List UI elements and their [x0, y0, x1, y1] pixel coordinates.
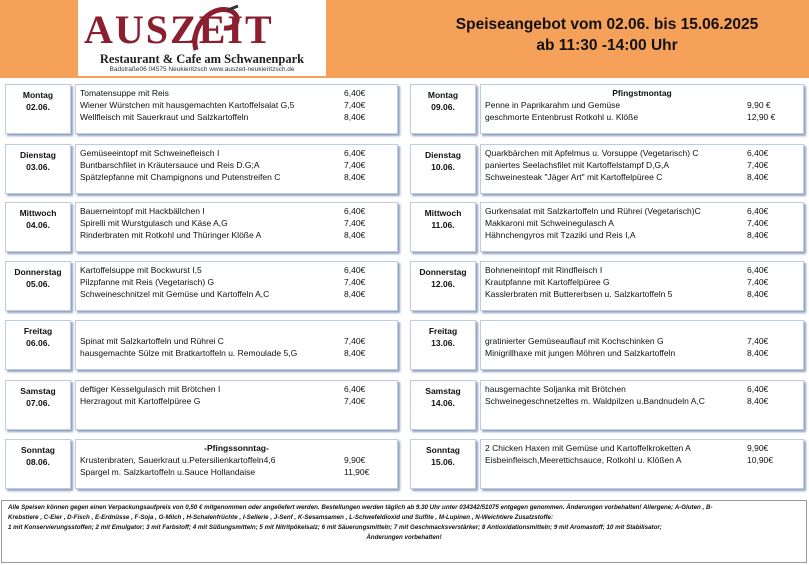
day-date: 13.06.	[431, 338, 455, 348]
dish-price: 6,40€	[747, 148, 769, 158]
day-date: 07.06.	[26, 398, 50, 408]
menu-box	[480, 439, 804, 489]
day-date: 14.06.	[431, 398, 455, 408]
day-date: 06.06.	[26, 338, 50, 348]
dish-name: Krustenbraten, Sauerkraut u.Petersilienkartoffeln4,6	[80, 455, 276, 465]
dish-row	[481, 205, 803, 217]
menu-box	[75, 84, 398, 134]
title-line-1: Speiseangebot vom 02.06. bis 15.06.2025	[455, 16, 759, 33]
dish-name: Makkaroni mit Schweinegulasch A	[485, 218, 614, 228]
dish-name: Gemüseeintopf mit Schweinefleisch I	[80, 148, 220, 158]
day-label	[5, 84, 71, 134]
dish-price: 8,40€	[344, 230, 366, 240]
dish-name: Tomatensuppe mit Reis	[80, 88, 169, 98]
menu-box	[75, 144, 398, 194]
dish-row	[76, 205, 397, 217]
dish-row	[481, 159, 803, 171]
dish-price: 6,40€	[344, 265, 366, 275]
dish-name: Hähnchengyros mit Tzaziki und Reis I,A	[485, 230, 636, 240]
menu-box	[75, 261, 398, 311]
day-label	[5, 439, 71, 489]
footer-line: Änderungen vorbehalten!	[366, 534, 442, 541]
dish-row	[481, 288, 803, 300]
day-label	[5, 261, 71, 311]
dish-row	[76, 111, 397, 123]
footer-line: Krebstiere , C-Eier , D-Fisch , E-Erdnüsse , F-Soja , G-Milch , H-Schalenfrüchte , I-Sellerie , J-Senf , K-Sesamsamen , L-Schwefeldioxid und Sulfite , M-Lupinen , N-Weichtiere Zusatzstoffe:	[8, 514, 554, 521]
dish-price: 8,40€	[344, 348, 366, 358]
day-label	[410, 380, 476, 430]
menu-box	[480, 261, 804, 311]
dish-name: Herzragout mit Kartoffelpüree G	[80, 396, 201, 406]
day-label	[5, 380, 71, 430]
dish-row	[76, 395, 397, 407]
day-date: 04.06.	[26, 220, 50, 230]
day-label	[5, 202, 71, 252]
menu-box	[480, 380, 804, 430]
dish-row	[481, 395, 803, 407]
footer-notice	[1, 500, 807, 563]
dish-row	[76, 264, 397, 276]
day-label	[410, 439, 476, 489]
menu-box	[75, 320, 398, 370]
dish-row	[76, 323, 397, 335]
day-label	[410, 261, 476, 311]
day-name: Samstag	[20, 386, 56, 396]
dish-price: 6,40€	[747, 206, 769, 216]
brand-address: Badstraße06 04575 Neukieritzsch www.auszeit-neukieritzsch.de	[109, 66, 295, 73]
dish-price: 8,40€	[747, 396, 769, 406]
dish-name: 2 Chicken Haxen mit Gemüse und Kartoffelkroketten A	[485, 443, 691, 453]
dish-name: Eisbeinfleisch,Meerettichsauce, Rotkohl u. Klößen A	[485, 455, 682, 465]
day-name: Freitag	[23, 326, 53, 336]
day-date: 10.06.	[431, 162, 455, 172]
dish-row	[76, 276, 397, 288]
header-bar	[0, 0, 809, 78]
dish-row	[481, 442, 803, 454]
dish-price: 8,40€	[747, 289, 769, 299]
dish-price: 7,40€	[344, 396, 366, 406]
dish-price: 7,40€	[344, 277, 366, 287]
dish-row	[481, 347, 803, 359]
restaurant-logo	[78, 0, 326, 76]
dish-price: 7,40€	[747, 277, 769, 287]
dish-name: Rinderbraten mit Rotkohl und Thüringer Klöße A	[80, 230, 262, 240]
dish-row	[76, 171, 397, 183]
dish-price: 8,40€	[747, 172, 769, 182]
dish-name: paniertes Seelachsfilet mit Kartoffelstampf D,G,A	[485, 160, 670, 170]
dish-row	[481, 323, 803, 335]
day-name: Dienstag	[425, 150, 461, 160]
menu-box	[480, 144, 804, 194]
dish-price: 7,40€	[344, 100, 366, 110]
dish-name: Kartoffelsuppe mit Bockwurst I,5	[80, 265, 202, 275]
dish-price: 6,40€	[344, 88, 366, 98]
dish-name: Penne in Paprikarahm und Gemüse	[485, 100, 621, 110]
day-name: Mittwoch	[424, 208, 462, 218]
day-label	[410, 202, 476, 252]
menu-box	[75, 380, 398, 430]
dish-name: Wiener Würstchen mit hausgemachten Kartoffelsalat G,5	[80, 100, 295, 110]
day-date: 02.06.	[26, 102, 50, 112]
dish-price: 7,40€	[344, 218, 366, 228]
day-label	[410, 144, 476, 194]
dish-row	[481, 264, 803, 276]
dish-price: 7,40€	[747, 218, 769, 228]
dish-row	[481, 383, 803, 395]
day-name: Donnerstag	[14, 267, 62, 277]
dish-price: 6,40€	[344, 148, 366, 158]
day-name: Montag	[22, 90, 54, 100]
dish-row	[76, 335, 397, 347]
dish-name: Schweinesteak "Jäger Art" mit Kartoffelpüree C	[485, 172, 663, 182]
footer-line: 1 mit Konservierungsstoffen; 2 mit Emulgator; 3 mit Farbstoff; 4 mit Süßungsmitteln; 5 mit Nitritpökelsalz; 6 mit Säuerungsmitteln; 7 mit Geschmacksverstärker; 8 Antioxidationsmitteln; 9 mit Aromastoff; 10 mit Stabilisator;	[8, 524, 662, 531]
dish-price: 12,90 €	[747, 112, 776, 122]
dish-row	[481, 111, 803, 123]
day-date: 11.06.	[431, 220, 455, 230]
dish-row	[76, 383, 397, 395]
dish-price: 8,40€	[747, 230, 769, 240]
dish-row	[481, 99, 803, 111]
dish-price: 11,90€	[344, 467, 370, 477]
dish-price: 8,40€	[747, 348, 769, 358]
day-name: Freitag	[428, 326, 458, 336]
dish-name: Wellfleisch mit Sauerkraut und Salzkartoffeln	[80, 112, 249, 122]
menu-box	[480, 320, 804, 370]
dish-price: 9,90 €	[747, 100, 771, 110]
menu-box	[480, 202, 804, 252]
dish-name: Schweineschnitzel mit Gemüse und Kartoffeln A,C	[80, 289, 270, 299]
dish-name: Gurkensalat mit Salzkartoffeln und Rührei (Vegetarisch)C	[485, 206, 701, 216]
menu-box	[75, 202, 398, 252]
dish-name: Bauerneintopf mit Hackbällchen I	[80, 206, 205, 216]
day-label	[410, 320, 476, 370]
dish-name: Bohneneintopf mit Rindfleisch I	[485, 265, 603, 275]
dish-price: 7,40€	[747, 336, 769, 346]
day-date: 12.06.	[431, 279, 455, 289]
dish-price: 8,40€	[344, 172, 366, 182]
menu-box	[75, 439, 398, 489]
dish-price: 6,40€	[344, 384, 366, 394]
dish-row	[76, 147, 397, 159]
dish-name: Pilzpfanne mit Reis (Vegetarisch) G	[80, 277, 215, 287]
dish-row	[481, 217, 803, 229]
day-name: Samstag	[425, 386, 461, 396]
dish-row	[481, 229, 803, 241]
day-name: Montag	[427, 90, 459, 100]
dish-price: 9,90€	[344, 455, 366, 465]
day-date: 05.06.	[26, 279, 50, 289]
menu-box	[480, 84, 804, 134]
page-title	[405, 14, 809, 56]
day-label	[410, 84, 476, 134]
day-date: 15.06.	[431, 457, 455, 467]
dish-name: geschmorte Entenbrust Rotkohl u. Klöße	[485, 112, 639, 122]
day-name: Donnerstag	[419, 267, 467, 277]
dish-name: Spätzlepfanne mit Champignons und Putenstreifen C	[80, 172, 281, 182]
dish-row	[76, 347, 397, 359]
dish-row	[76, 217, 397, 229]
dish-price: 7,40€	[344, 160, 366, 170]
dish-price: 6,40€	[747, 384, 769, 394]
dish-row	[76, 407, 397, 419]
dish-price: 10,90€	[747, 455, 773, 465]
dish-name: Minigrillhaxe mit jungen Möhren und Salzkartoffeln	[485, 348, 676, 358]
dish-name: Kasslerbraten mit Buttererbsen u. Salzkartoffeln 5	[485, 289, 673, 299]
day-name: Sonntag	[426, 445, 460, 455]
dish-row	[76, 87, 397, 99]
brand-subtitle: Restaurant & Cafe am Schwanenpark	[99, 52, 305, 66]
dish-row	[481, 454, 803, 466]
dish-name: hausgemachte Sülze mit Bratkartoffeln u. Remoulade 5,G	[80, 348, 298, 358]
dish-row	[76, 229, 397, 241]
dish-row	[76, 99, 397, 111]
holiday-heading: -Pfingssonntag-	[204, 443, 269, 453]
dish-price: 7,40€	[747, 160, 769, 170]
dish-name: Buntbarschfilet in Kräutersauce und Reis D.G;A	[80, 160, 260, 170]
day-date: 03.06.	[26, 162, 50, 172]
footer-line: Alle Speisen können gegen einen Verpackungsaufpreis von 0,50 € mitgenommen oder angeliefert werden. Bestellungen werden täglich ab 9.30 Uhr unter 034342/51075 entgegen genommen. Änderungen vorbehalten! Allergene; A-Gluten , B-	[8, 504, 713, 511]
dish-price: 9,90€	[747, 443, 769, 453]
day-date: 09.06.	[431, 102, 455, 112]
dish-name: Spirelli mit Wurstgulasch und Käse A,G	[80, 218, 228, 228]
dish-price: 8,40€	[344, 289, 366, 299]
dish-price: 8,40€	[344, 112, 366, 122]
day-date: 08.06.	[26, 457, 50, 467]
dish-row	[481, 147, 803, 159]
dish-name: deftiger Kesselgulasch mit Brötchen I	[80, 384, 221, 394]
dish-row	[481, 407, 803, 419]
day-name: Dienstag	[20, 150, 56, 160]
dish-price: 6,40€	[344, 206, 366, 216]
title-line-2: ab 11:30 -14:00 Uhr	[536, 37, 678, 54]
day-name: Mittwoch	[19, 208, 57, 218]
dish-price: 6,40€	[747, 265, 769, 275]
dish-row	[76, 454, 397, 466]
day-label	[5, 320, 71, 370]
dish-row	[76, 159, 397, 171]
dish-name: Schweinegeschnetzeltes m. Waldpilzen u.Bandnudeln A,C	[485, 396, 705, 406]
holiday-heading: Pfingstmontag	[612, 88, 672, 98]
brand-name: AUSZEIT	[84, 7, 274, 52]
dish-name: Spinat mit Salzkartoffeln und Rührei C	[80, 336, 224, 346]
dish-row	[481, 171, 803, 183]
dish-name: Spargel m. Salzkartoffeln u.Sauce Hollandaise	[80, 467, 256, 477]
dish-name: gratinierter Gemüseauflauf mit Kochschinken G	[485, 336, 664, 346]
dish-name: Quarkbärchen mit Apfelmus u. Vorsuppe (Vegetarisch) C	[485, 148, 699, 158]
day-name: Sonntag	[21, 445, 55, 455]
dish-name: Krautpfanne mit Kartoffelpüree G	[485, 277, 610, 287]
dish-row	[481, 276, 803, 288]
dish-row	[481, 335, 803, 347]
day-label	[5, 144, 71, 194]
dish-name: hausgemachte Soljanka mit Brötchen	[485, 384, 626, 394]
dish-row	[76, 288, 397, 300]
dish-price: 7,40€	[344, 336, 366, 346]
dish-row	[76, 466, 397, 478]
